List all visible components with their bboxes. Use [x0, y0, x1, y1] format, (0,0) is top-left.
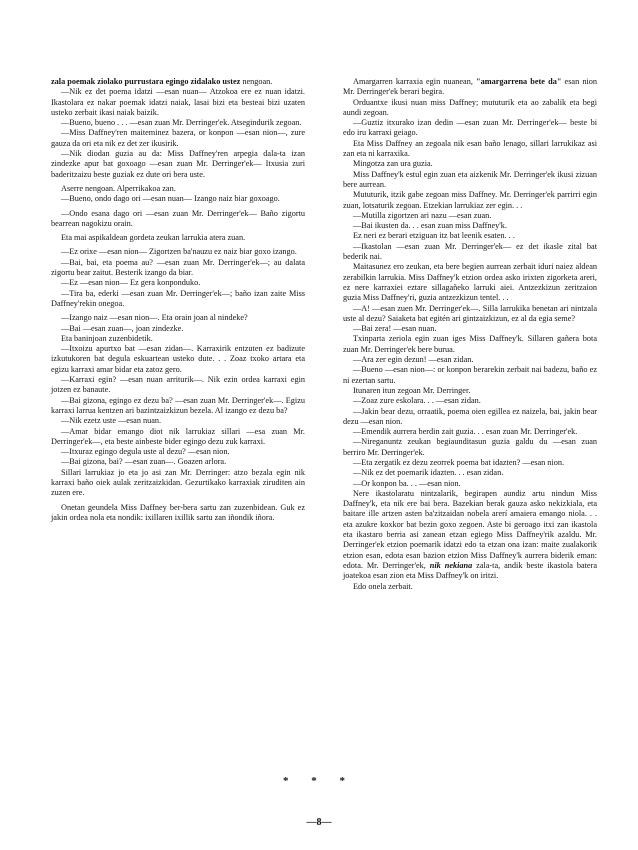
paragraph: Itunaren itun zegoan Mr. Derringer. [353, 385, 471, 395]
paragraph: Nere ikastolaratu nintzalarik, begirapen aundiz artu nindun Miss Daffney'k, eta nik ere bai bera. Bazekian berak gauza asko nekizkiala, eta baitare ille artzen asten ba'zitzaidan nobela arerí amaiera emango niola. . . eta azukre koxkor bat bezin goxo zegoen. Aste bi geroago itxi zan ikastola eta ikastaro berria asi zanean etzan egiego Miss Daffney'rik azaldu. Mr. Derringer'ek etzion poemarik idatzi edo ta etzan ona izan: maite zualakorik etzion esan, edota esan bazion etzion Miss Daffney'k aurrera biderik eman: edota. Mr. Derringer'ek, nik nekiana zala-ta, andik beste ikastola batera joatekoa esan zion eta Miss Daffney'k on iritzi. [343, 488, 597, 581]
paragraph: —Nireganuntz zeukan begiaunditasun guzia galdu du —esan zuan berriro Mr. Derringer'ek. [343, 437, 597, 457]
section-separator: * * * [283, 775, 355, 787]
paragraph: —Karraxi egin? —esan nuan arriturik—. Nik ezin ordea karraxi egin jotzen ez banaute. [51, 375, 305, 395]
paragraph: zala poemak ziolako purrustara egingo zidalako ustez nengoan. [51, 77, 273, 86]
paragraph: Sillari larrukiaz jo eta jo asi zan Mr. Derringer: atzo bezala egin nik karraxi baño oiek aulak zeritzaizkidan. Gezurtikako karraxiak ziruditen ain zuzen ere. [51, 467, 305, 498]
paragraph: —Nik ez det poema idatzi —esan nuan— Atzokoa ere ez nuan idatzi. Ikastolara ez nakar poemak idatzi naiak, lasai bizi eta besteai bizi uzaten usteko zerbait ikasi naiak baizik. [51, 87, 305, 117]
paragraph: —Emendik aurrera berdin zait guzia. . . esan zuan Mr. Derringer'ek. [353, 427, 578, 437]
paragraph: —Bai ikusten da. . . esan zuan miss Daffney'k. [353, 221, 507, 231]
right-text-column [343, 77, 597, 592]
paragraph: —Nik ez det poemarik idazten. . . esan zidan. [353, 468, 504, 478]
paragraph: —Bai zera! —esan nuan. [353, 324, 437, 334]
paragraph: —Ez orixe —esan nion— Zigortzen ba'nauzu ez naiz biar goxo izango. [61, 247, 297, 257]
paragraph: —Itxuraz egingo degula uste al dezu? —esan nion. [61, 447, 230, 457]
paragraph: —Mutilla zigortzen ari nazu —esan zuan. [353, 210, 492, 220]
left-text-column [51, 77, 305, 523]
paragraph: —Itxoizu apurtxo bat —esan zidan—. Karraxirik entzuten ez badizute izkutukoren bat degula eskuartean usteko dute. . . Zoaz txoko artara eta egizu karraxi amar bidar eta zatoz gero. [51, 344, 305, 374]
paragraph: —Bai —esan zuan—, joan zindezke. [61, 323, 184, 333]
paragraph: —Ara zer egin dezun! —esan zidan. [353, 355, 474, 365]
paragraph: —Amar bidar emango diot nik larrukiaz sillari —esa zuan Mr. Derringer'ek—, eta beste ainbeste bider egingo dezu zuk karraxi. [51, 426, 305, 446]
paragraph: —Bai, bai, eta poema au? —esan zuan Mr. Derringer'ek—; au dalata zigortu bear zaitut. Besterik izango da biar. [51, 257, 305, 278]
paragraph: —Ez —esan nion— Ez gera konponduko. [61, 278, 201, 288]
paragraph: Eta mai aspikaldean gordeta zeukan larrukia atera zuan. [61, 233, 246, 243]
paragraph: —Ikastolan —esan zuan Mr. Derringer'ek— ez det ikasle zital bat bederik nai. [343, 241, 597, 262]
paragraph: Mututurik, itzik gabe zegoan miss Daffney. Mr. Derringer'ek parrirri egin zuan, lotsaturik zegoan. Etzekian larrukiaz zer egin. . . [343, 190, 597, 210]
paragraph: Ez neri ez berari etziguan itz bat leenik esaten. . . [353, 231, 515, 241]
paragraph: —Or konpon ba. . . —esan nion. [353, 478, 461, 488]
paragraph: Orduantxe ikusi nuan miss Daffney; mututurik eta ao zabalik eta begi aundi zegoan. [343, 97, 597, 117]
paragraph: —Zoaz zure eskolara. . . —esan zidan. [353, 396, 481, 406]
paragraph: —Jakin bear dezu, orraatik, poema oien egillea ez naizela, bai, jakin bear dezu —esan nion. [343, 406, 597, 426]
page-number: —8— [306, 817, 332, 828]
paragraph: —Bueno, ondo dago ori —esan nuan— Izango naiz biar goxoago. [61, 194, 280, 204]
paragraph: —Izango naiz —esan nion—. Eta orain joan al nindeke? [61, 313, 248, 323]
paragraph: —Bai gizona, bai? —esan zuan—. Goazen arlora. [61, 457, 227, 467]
paragraph: Onetan geundela Miss Daffney ber-bera sartu zan zuzenbidean. Guk ez jakin ordea nola eta nondik: ixillaren ixillik sartu zan iñondik iñora. [51, 502, 305, 522]
paragraph: —Bai gizona, egingo ez dezu ba? —esan zuan Mr. Derringer'ek—. Egizu karraxi larrua kentzen ari bazintzaizkizun bezela. Al izango ez dezu ba? [51, 395, 305, 415]
paragraph: Eta baninjoan zuzenbidetik. [61, 333, 153, 343]
paragraph: —Guztiz itxurako izan dedin —esan zuan Mr. Derringer'ek— beste bi edo iru karraxi geiago. [343, 118, 597, 138]
paragraph: —Nik diodan guzia au da: Miss Daffney'ren arpegia dala-ta izan zindezke apur bat goxoago —esan zuan Mr. Derringer'ek— Itxusia zuri baderitzaizu beste guziak ez dute ori bera uste. [51, 149, 305, 179]
paragraph: Aserre nengoan. Alperrikakoa zan. [61, 183, 176, 193]
paragraph: —Eta zergatik ez dezu zeorrek poema bat idazten? —esan nion. [353, 457, 565, 467]
paragraph: Miss Daffney'k estul egin zuan eta aizkenik Mr. Derringer'ek ikusi zizuan bere aurrean. [343, 169, 597, 189]
paragraph: —Bueno —esan nion—: or konpon berarekin zerbait nai badezu, baño ez ni ezertan sartu. [343, 365, 597, 385]
paragraph: —Ondo esana dago ori —esan zuan Mr. Derringer'ek— Baño zigortu bearrean nagokizu orain. [51, 208, 305, 228]
paragraph: Maitasunez ero zeukan, eta bere begien aurrean zerbait iduri naiez aldean zerabilkin larrukia. Miss Daffney'k etzion ordea asko irixten zigorketa areri, ez nere karraxiei eztare sillagañeko larruki aiei. Antzezkizun zeritzaion guzia Miss Daffney'ri, guzia antzezkizun tentel. . . [343, 262, 597, 303]
paragraph: —Miss Daffney'ren maiteminez bazera, or konpon —esan nion—, zure gauza da ori eta nik ez det zer ikusirik. [51, 128, 305, 148]
paragraph: Mingotza zan ura guzia. [353, 159, 433, 169]
paragraph: —Bueno, bueno . . . —esan zuan Mr. Derringer'ek. Atsegindurik zegoan. [61, 118, 302, 128]
paragraph: Eta Miss Daffney an zegoala nik esan baño lenago, sillari larrukikaz asi zan eta ni karraxika. [343, 138, 597, 159]
paragraph: Txinparta zeriola egin zuan iges Miss Daffney'k. Sillaren gañera bota zuan Mr. Derringer'ek bere burua. [343, 334, 597, 354]
paragraph: Edo onela zerbait. [353, 581, 413, 591]
paragraph: —A! —esan zuen Mr. Derringer'ek—. Silla larrukika benetan ari nintzala uste al dezu? Saiaketa bat egitén ari gintzaizkizun, ez al da egia seme? [343, 303, 597, 323]
paragraph: —Nik ezetz uste —esan nuan. [61, 416, 162, 426]
paragraph: —Tira ba, ederki —esan zuan Mr. Derringer'ek—; baño izan zaite Miss Daffney'rekin onegoa. [51, 288, 305, 308]
paragraph: Amargarren karraxia egin nuanean, "amargarrena bete da" esan nion Mr. Derringer'ek berari begira. [343, 77, 597, 97]
